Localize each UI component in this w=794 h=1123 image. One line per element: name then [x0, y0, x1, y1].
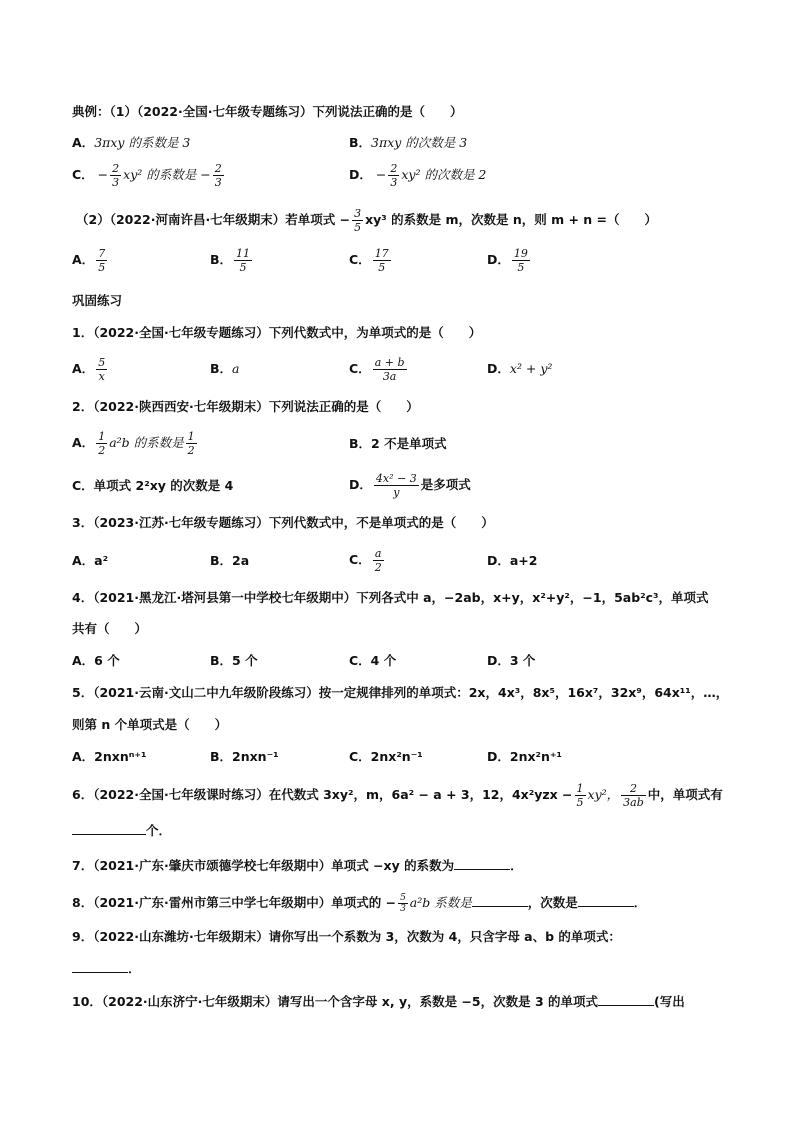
answer-blank[interactable] — [472, 894, 528, 907]
question-4-line-1: 4．（2021·黑龙江·塔河县第一中学校七年级期中）下列各式中 a，−2ab，x+y，x²+y²，−1，5ab²c³，单项式 — [72, 590, 709, 605]
question-5-line-2: 则第 n 个单项式是（ ） — [72, 717, 228, 732]
q4-option-c: C．4 个 — [349, 653, 397, 668]
example-q2-option-b: B． $\frac{11}{5}$ — [210, 247, 251, 274]
fraction: $\frac{11}{5}$ — [236, 247, 251, 274]
fraction: $\frac{5}{3}$ — [400, 893, 406, 914]
q2-option-b: B．2 不是单项式 — [349, 436, 447, 451]
example-option-b: B．3πxy 的次数是 3 — [349, 135, 468, 150]
q1-option-a: A． $\frac{5}{x}$ — [72, 356, 106, 383]
example-option-c: C． − $\frac{2}{3}$ xy² 的系数是 − $\frac{2}{3}$ — [72, 162, 222, 189]
fraction: $\frac{2}{3ab}$ — [623, 782, 644, 809]
question-3: 3．（2023·江苏·七年级专题练习）下列代数式中，不是单项式的是（ ） — [72, 515, 494, 530]
fraction: $\frac{5}{x}$ — [98, 356, 106, 383]
q1-option-b: B．a — [210, 361, 240, 376]
q4-option-d: D．3 个 — [487, 653, 536, 668]
question-2: 2．（2022·陕西西安·七年级期末）下列说法正确的是（ ） — [72, 399, 419, 414]
fraction: $\frac{\text{4x² − 3}}{y}$ — [375, 472, 417, 499]
question-10: 10．（2022·山东济宁·七年级期末）请写出一个含字母 x, y，系数是 −5，次数是 3 的单项式 (写出 — [72, 994, 685, 1009]
example-option-a: A．3πxy 的系数是 3 — [72, 135, 191, 150]
q5-option-a: A．2nxnⁿ⁺¹ — [72, 749, 147, 764]
example-q2-option-a: A． $\frac{7}{5}$ — [72, 247, 106, 274]
question-1: 1．（2022·全国·七年级专题练习）下列代数式中，为单项式的是（ ） — [72, 325, 482, 340]
question-9-answer-line: ． — [72, 960, 141, 978]
fraction: $\frac{2}{3}$ — [214, 162, 222, 189]
fraction: $\frac{7}{5}$ — [98, 247, 106, 274]
q2-option-d: D． $\frac{\text{4x² − 3}}{y}$ 是多项式 — [349, 472, 471, 499]
q3-option-b: B．2a — [210, 553, 250, 568]
example-option-d: D． − $\frac{2}{3}$ xy² 的次数是 2 — [349, 162, 487, 189]
question-7: 7．（2021·广东·肇庆市颂德学校七年级期中）单项式 −xy 的系数为 ． — [72, 858, 523, 873]
q4-option-b: B．5 个 — [210, 653, 258, 668]
question-9: 9．（2022·山东潍坊·七年级期末）请你写出一个系数为 3，次数为 4，只含字母 a、b 的单项式： — [72, 929, 621, 944]
q4-option-a: A．6 个 — [72, 653, 120, 668]
q3-option-d: D．a+2 — [487, 553, 538, 568]
q5-option-d: D．2nx²n⁺¹ — [487, 749, 562, 764]
fraction: $\frac{1}{5}$ — [576, 782, 584, 809]
fraction: $\frac{2}{3}$ — [390, 162, 398, 189]
fraction: $\frac{a}{2}$ — [374, 547, 382, 574]
answer-blank[interactable] — [72, 822, 146, 835]
fraction: $\frac{17}{5}$ — [374, 247, 389, 274]
question-6-answer-line: 个． — [72, 822, 171, 840]
example-q2-option-d: D． $\frac{19}{5}$ — [487, 247, 528, 274]
question-8: 8．（2021·广东·雷州市第三中学七年级期中）单项式的 − $\frac{5}{3}$ a²b 系数是 ，次数是 ． — [72, 893, 647, 914]
fraction: $\frac{1}{2}$ — [187, 430, 195, 457]
q1-option-d: D．x² + y² — [487, 361, 553, 376]
question-5-line-1: 5．（2021·云南·文山二中九年级阶段练习）按一定规律排列的单项式：2x，4x³，8x⁵，16x⁷，32x⁹，64x¹¹，…， — [72, 685, 729, 700]
fraction: $\frac{3}{5}$ — [354, 207, 362, 234]
q2-option-a: A． $\frac{1}{2}$ a²b 的系数是 $\frac{1}{2}$ — [72, 430, 195, 457]
answer-blank[interactable] — [454, 857, 510, 870]
fraction: $\frac{1}{2}$ — [98, 430, 106, 457]
example-question-2: （2）（2022·河南许昌·七年级期末）若单项式 − $\frac{3}{5}$ xy³ 的系数是 m，次数是 n，则 m + n =（ ） — [76, 207, 658, 234]
answer-blank[interactable] — [578, 894, 634, 907]
fraction: $\frac{19}{5}$ — [513, 247, 528, 274]
q3-option-c: C． $\frac{a}{2}$ — [349, 547, 382, 574]
q5-option-b: B．2nxn⁻¹ — [210, 749, 279, 764]
fraction: $\frac{a + b}{3a}$ — [374, 356, 405, 383]
example-q2-option-c: C． $\frac{17}{5}$ — [349, 247, 389, 274]
q5-option-c: C．2nx²n⁻¹ — [349, 749, 423, 764]
fraction: $\frac{2}{3}$ — [112, 162, 120, 189]
answer-blank[interactable] — [72, 960, 128, 973]
practice-heading: 巩固练习 — [72, 293, 123, 308]
q1-option-c: C． $\frac{a + b}{3a}$ — [349, 356, 405, 383]
answer-blank[interactable] — [598, 993, 654, 1006]
question-6: 6．（2022·全国·七年级课时练习）在代数式 3xy²，m，6a² − a + 3，12，4x²yzx − $\frac{1}{5}$ xy²， $\frac{2}{3ab}$ 中，单项式有 — [72, 782, 723, 809]
q3-option-a: A．a² — [72, 553, 109, 568]
question-4-line-2: 共有（ ） — [72, 621, 148, 636]
example-heading: 典例：（1）（2022·全国·七年级专题练习）下列说法正确的是（ ） — [72, 104, 463, 119]
q2-option-c: C．单项式 2²xy 的次数是 4 — [72, 478, 234, 493]
